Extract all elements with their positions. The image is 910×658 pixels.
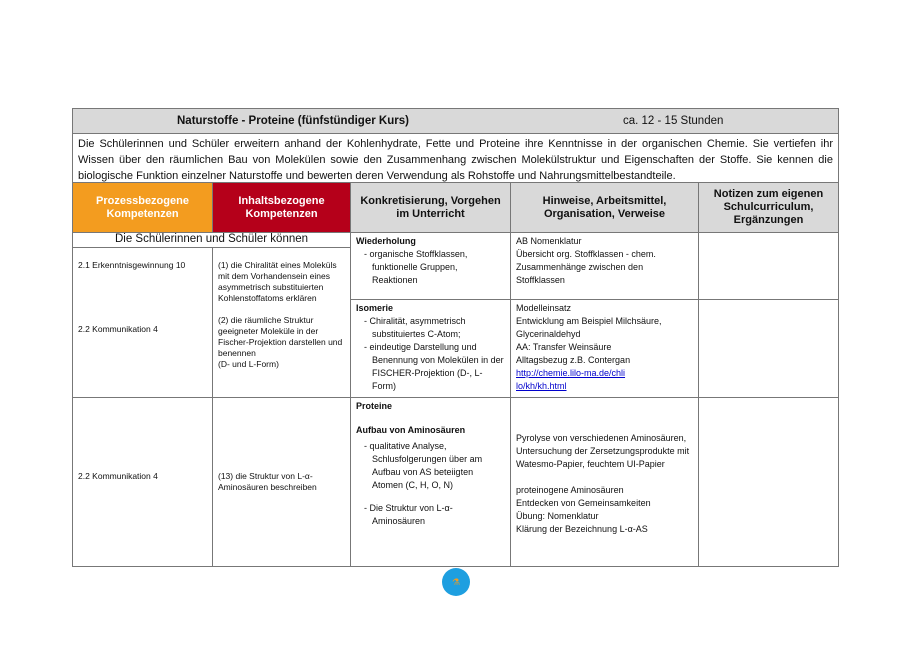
note-line: AB Nomenklatur — [516, 236, 582, 246]
note-line: Pyrolyse von verschiedenen Aminosäuren, Untersuchung der Zersetzungsprodukte mit Watesmo-Papier, feuchtem UI-Papier — [516, 433, 690, 469]
section-subheading: Aufbau von Aminosäuren — [356, 425, 466, 435]
content-cell-2: (13) die Struktur von L-α-Aminosäuren beschreiben — [212, 397, 351, 567]
section-heading: Wiederholung — [356, 236, 416, 246]
concretization-cell-2 — [350, 397, 511, 567]
section-heading: Isomerie — [356, 303, 394, 313]
list-item: - qualitative Analyse, Schlusfolgerungen über am Aufbau von AS beteiigten Atomen (C, H, O, N) — [364, 441, 483, 490]
reference-link[interactable]: http://chemie.lilo-ma.de/chlilo/kh/kh.html — [516, 368, 626, 391]
list-item: - Chiralität, asymmetrisch substituiertes C-Atom; — [364, 316, 466, 339]
unit-title: Naturstoffe - Proteine (fünfstündiger Kurs) — [177, 114, 409, 127]
note-line: Übung: Nomenklatur — [516, 511, 599, 521]
header-process: Prozessbezogene Kompetenzen — [72, 182, 213, 233]
process-item: 2.1 Erkenntnisgewinnung 10 — [78, 260, 186, 270]
concretization-cell-1a — [350, 232, 511, 300]
content-item: (2) die räumliche Struktur geeigneter Moleküle in der Fischer-Projektion darstellen und benennen — [218, 315, 343, 358]
header-concretization: Konkretisierung, Vorgehen im Unterricht — [350, 182, 511, 233]
content-item: (1) die Chiralität eines Moleküls mit dem Vorhandensein eines asymmetrisch substituierten Kohlenstoffatoms erklären — [218, 260, 337, 303]
school-notes-cell-2[interactable] — [698, 397, 839, 567]
notes-cell-1b — [510, 299, 699, 398]
concretization-cell-1b — [350, 299, 511, 398]
note-line: Modelleinsatz — [516, 303, 572, 313]
chemie-logo-icon: ⚗ — [442, 568, 470, 596]
header-content: Inhaltsbezogene Kompetenzen — [212, 182, 351, 233]
school-notes-cell-1a[interactable] — [698, 232, 839, 300]
content-item: (D- und L-Form) — [218, 359, 279, 369]
intro-text: Die Schülerinnen und Schüler erweitern anhand der Kohlenhydrate, Fette und Proteine ihre Kenntnisse in der organischen Chemie. Sie vertiefen ihr Wissen über den räumlichen Bau von Molekülen sowie den Zusammenhang zwischen Molekülstruktur und Eigenschaften der Stoffe. Sie kennen die biologische Funktion einzelner Naturstoffe und bewerten deren Verwendung als Rohstoffe und Nahrungsmittelbestandteile. — [72, 133, 839, 183]
note-line: Entwicklung am Beispiel Milchsäure, Glycerinaldehyd — [516, 316, 662, 339]
list-item: - Die Struktur von L-α-Aminosäuren — [364, 503, 453, 526]
list-item: - eindeutige Darstellung und Benennung von Molekülen in der FISCHER-Projektion (D-, L-Form) — [364, 342, 504, 391]
school-notes-cell-1b[interactable] — [698, 299, 839, 398]
subheader: Die Schülerinnen und Schüler können — [72, 232, 351, 248]
note-line: proteinogene Aminosäuren — [516, 485, 624, 495]
section-heading: Proteine — [356, 401, 393, 411]
list-item: - organische Stoffklassen, funktionelle Gruppen, Reaktionen — [364, 249, 468, 285]
notes-cell-2 — [510, 397, 699, 567]
title-row — [72, 108, 839, 134]
process-cell-1 — [72, 247, 213, 398]
process-cell-2: 2.2 Kommunikation 4 — [72, 397, 213, 567]
header-notes: Hinweise, Arbeitsmittel, Organisation, Verweise — [510, 182, 699, 233]
content-cell-1 — [212, 247, 351, 398]
note-line: Entdecken von Gemeinsamkeiten — [516, 498, 651, 508]
duration: ca. 12 - 15 Stunden — [623, 114, 724, 127]
note-line: Übersicht org. Stoffklassen - chem. Zusammenhänge zwischen den Stoffklassen — [516, 249, 656, 285]
note-line: AA: Transfer Weinsäure — [516, 342, 612, 352]
note-line: Klärung der Bezeichnung L-α-AS — [516, 524, 648, 534]
process-item: 2.2 Kommunikation 4 — [78, 324, 158, 334]
header-school-notes: Notizen zum eigenen Schulcurriculum, Ergänzungen — [698, 182, 839, 233]
note-line: Alltagsbezug z.B. Contergan — [516, 355, 631, 365]
notes-cell-1a — [510, 232, 699, 300]
